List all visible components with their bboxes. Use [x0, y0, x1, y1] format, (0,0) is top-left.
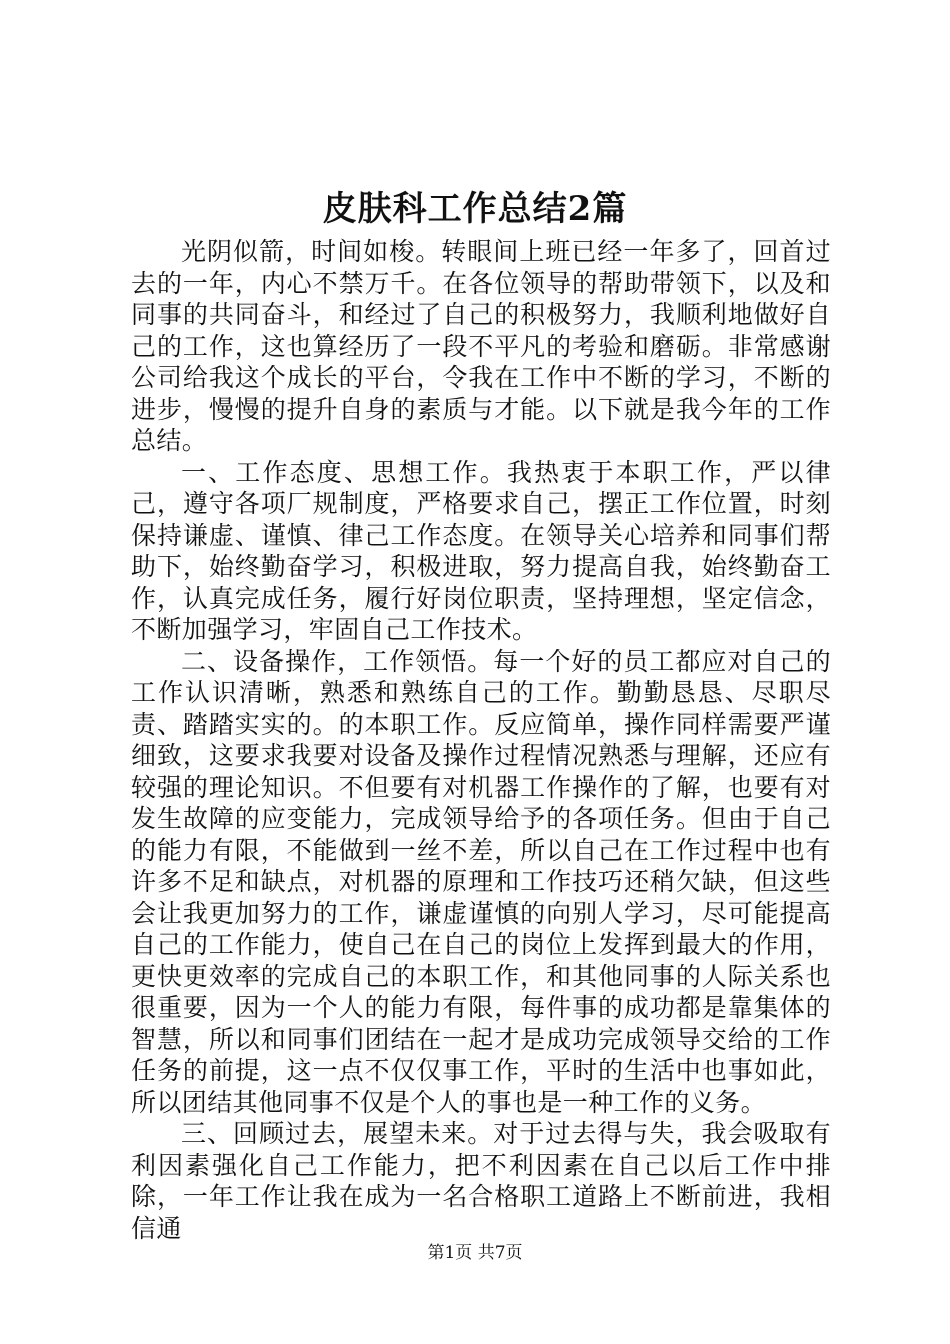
document-body	[131, 236, 831, 1244]
paragraph-review-outlook: 三、回顾过去，展望未来。对于过去得与失，我会吸取有利因素强化自己工作能力，把不利因素在自己以后工作中排除，一年工作让我在成为一名合格职工道路上不断前进，我相信通	[131, 1119, 831, 1243]
paragraph-intro: 光阴似箭，时间如梭。转眼间上班已经一年多了，回首过去的一年，内心不禁万千。在各位领导的帮助带领下，以及和同事的共同奋斗，和经过了自己的积极努力，我顺利地做好自己的工作，这也算经历了一段不平凡的考验和磨砺。非常感谢公司给我这个成长的平台，令我在工作中不断的学习，不断的进步，慢慢的提升自身的素质与才能。以下就是我今年的工作总结。	[131, 237, 831, 455]
document-title: 皮肤科工作总结2篇	[322, 189, 628, 229]
paragraph-equipment-operation: 二、设备操作，工作领悟。每一个好的员工都应对自己的工作认识清晰，熟悉和熟练自己的工作。勤勤恳恳、尽职尽责、踏踏实实的。的本职工作。反应简单，操作同样需要严谨细致，这要求我要对设备及操作过程情况熟悉与理解，还应有较强的理论知识。不但要有对机器工作操作的了解，也要有对发生故障的应变能力，完成领导给予的各项任务。但由于自己的能力有限，不能做到一丝不差，所以自己在工作过程中也有许多不足和缺点，对机器的原理和工作技巧还稍欠缺，但这些会让我更加努力的工作，谦虚谨慎的向别人学习，尽可能提高自己的工作能力，使自己在自己的岗位上发挥到最大的作用，更快更效率的完成自己的本职工作，和其他同事的人际关系也很重要，因为一个人的能力有限，每件事的成功都是靠集体的智慧，所以和同事们团结在一起才是成功完成领导交给的工作任务的前提，这一点不仅仅事工作，平时的生活中也事如此，所以团结其他同事不仅是个人的事也是一种工作的义务。	[131, 646, 831, 1117]
page-footer: 第1页 共7页	[427, 1243, 523, 1263]
paragraph-work-attitude: 一、工作态度、思想工作。我热衷于本职工作，严以律己，遵守各项厂规制度，严格要求自己，摆正工作位置，时刻保持谦虚、谨慎、律己工作态度。在领导关心培养和同事们帮助下，始终勤奋学习，积极进取，努力提高自我，始终勤奋工作，认真完成任务，履行好岗位职责，坚持理想，坚定信念，不断加强学习，牢固自己工作技术。	[131, 457, 831, 644]
